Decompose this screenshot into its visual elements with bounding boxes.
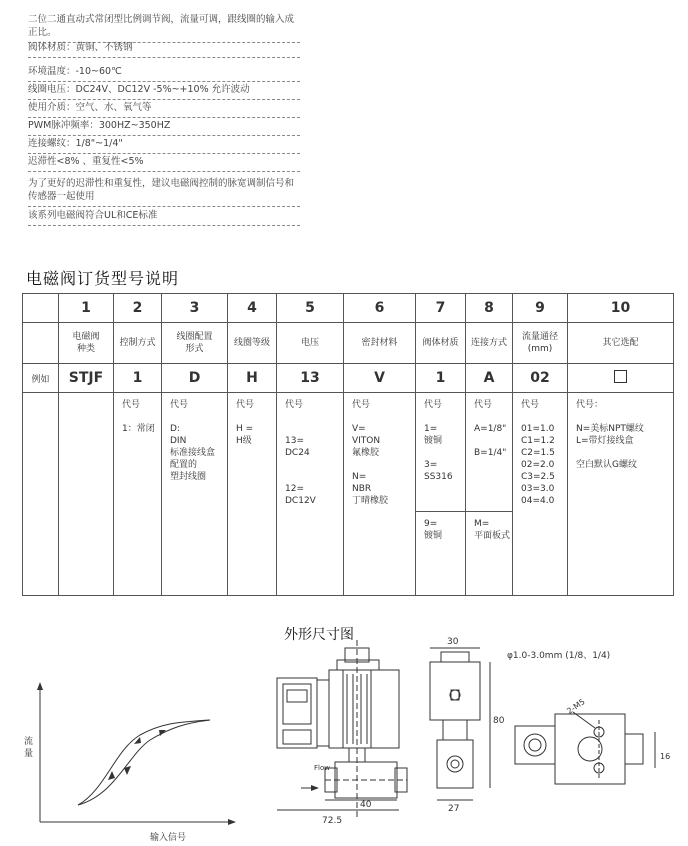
spec-item: 使用介质：空气、水、氧气等	[28, 100, 300, 118]
column-number: 3	[162, 294, 228, 323]
column-header: 控制方式	[114, 323, 162, 364]
column-number: 1	[59, 294, 114, 323]
spec-item: 连接螺纹：1/8"~1/4"	[28, 136, 300, 154]
column-header: 连接方式	[466, 323, 513, 364]
valve-front-view	[415, 640, 505, 820]
detail-cell: 代号 1= 镀铜 3= SS316 9= 镀铜	[416, 393, 466, 596]
spec-item: 阀体材质：黄铜、不锈钢	[28, 40, 300, 58]
column-header: 电压	[277, 323, 344, 364]
spec-item: 该系列电磁阀符合UL和CE标准	[28, 208, 300, 226]
chart-ylabel: 流 量	[24, 737, 34, 759]
dim-27: 27	[448, 804, 460, 814]
detail-cell: 代号 A=1/8" B=1/4" M= 平面板式	[466, 393, 513, 596]
detail-subcell: M= 平面板式	[466, 511, 512, 542]
column-header: 密封材料	[344, 323, 416, 364]
detail-cell: 代号 1：常闭	[114, 393, 162, 596]
flow-curve-chart	[20, 680, 240, 830]
example-value: 02	[513, 364, 568, 393]
example-value: 1	[114, 364, 162, 393]
column-header: 阀体材质	[416, 323, 466, 364]
column-header: 线圈等级	[228, 323, 277, 364]
flow-label: Flow	[314, 764, 330, 772]
spec-item: 为了更好的迟滞性和重复性，建议电磁阀控制的脉宽调制信号和传感器一起使用	[28, 176, 300, 207]
column-number: 8	[466, 294, 513, 323]
column-header: 其它选配	[568, 323, 674, 364]
column-number: 2	[114, 294, 162, 323]
example-label: 例如	[23, 364, 59, 393]
corner-cell	[23, 323, 59, 364]
detail-cell: 代号： N=美标NPT螺纹 L=带灯接线盒 空白默认G螺纹	[568, 393, 674, 596]
spec-item: PWM脉冲频率：300HZ~350HZ	[28, 118, 300, 136]
example-value: 1	[416, 364, 466, 393]
order-title: 电磁阀订货型号说明	[26, 269, 180, 288]
valve-side-view	[265, 640, 415, 830]
example-value: V	[344, 364, 416, 393]
dim-40: 40	[360, 800, 372, 810]
column-number: 9	[513, 294, 568, 323]
column-header: 线圈配置 形式	[162, 323, 228, 364]
dim-16: 16	[660, 752, 671, 761]
dim-30: 30	[447, 637, 459, 647]
detail-cell	[59, 393, 114, 596]
column-number: 7	[416, 294, 466, 323]
example-value: A	[466, 364, 513, 393]
column-header: 流量通径 (mm)	[513, 323, 568, 364]
detail-cell: 代号 13= DC24 12= DC12V	[277, 393, 344, 596]
x-axis-arrow	[228, 819, 236, 825]
spec-item: 环境温度：-10~60℃	[28, 64, 300, 82]
dim-72-5: 72.5	[322, 816, 343, 826]
detail-blank	[23, 393, 59, 596]
chart-xlabel: 输入信号	[150, 833, 187, 843]
column-number: 4	[228, 294, 277, 323]
detail-cell: 代号 V= VITON 氟橡胶 N= NBR 丁晴橡胶	[344, 393, 416, 596]
column-number: 10	[568, 294, 674, 323]
column-number: 6	[344, 294, 416, 323]
drawing-title: 外形尺寸图	[284, 627, 354, 643]
column-header: 电磁阀 种类	[59, 323, 114, 364]
spec-item: 二位二通直动式常闭型比例调节阀，流量可调，跟线圈的输入成正比。	[28, 12, 300, 43]
curve-up	[78, 720, 210, 805]
example-value	[568, 364, 674, 393]
order-code-table	[22, 293, 674, 596]
column-number: 5	[277, 294, 344, 323]
valve-bottom-view	[505, 690, 665, 800]
dim-80: 80	[493, 716, 505, 726]
y-axis-arrow	[37, 682, 43, 690]
orifice-note: φ1.0-3.0mm (1/8、1/4)	[507, 651, 611, 661]
example-value: 13	[277, 364, 344, 393]
example-value: H	[228, 364, 277, 393]
spec-item: 线圈电压：DC24V、DC12V -5%~+10% 允许波动	[28, 82, 300, 100]
arrow-up-1	[108, 771, 115, 780]
example-value: D	[162, 364, 228, 393]
dim-2-m5: 2-M5	[565, 697, 587, 716]
example-value: STJF	[59, 364, 114, 393]
detail-cell: 代号 H = H级	[228, 393, 277, 596]
detail-subcell: 9= 镀铜	[416, 511, 465, 542]
spec-item: 迟滞性<8% 、重复性<5%	[28, 154, 300, 172]
detail-cell: 代号 01=1.0 C1=1.2 C2=1.5 02=2.0 C3=2.5 03=3.0 04=4.0	[513, 393, 568, 596]
arrow-down-2	[159, 730, 166, 736]
detail-cell: 代号 D: DIN 标准接线盒 配置的 塑封线圈	[162, 393, 228, 596]
checkbox-icon	[614, 370, 627, 383]
corner-cell	[23, 294, 59, 323]
